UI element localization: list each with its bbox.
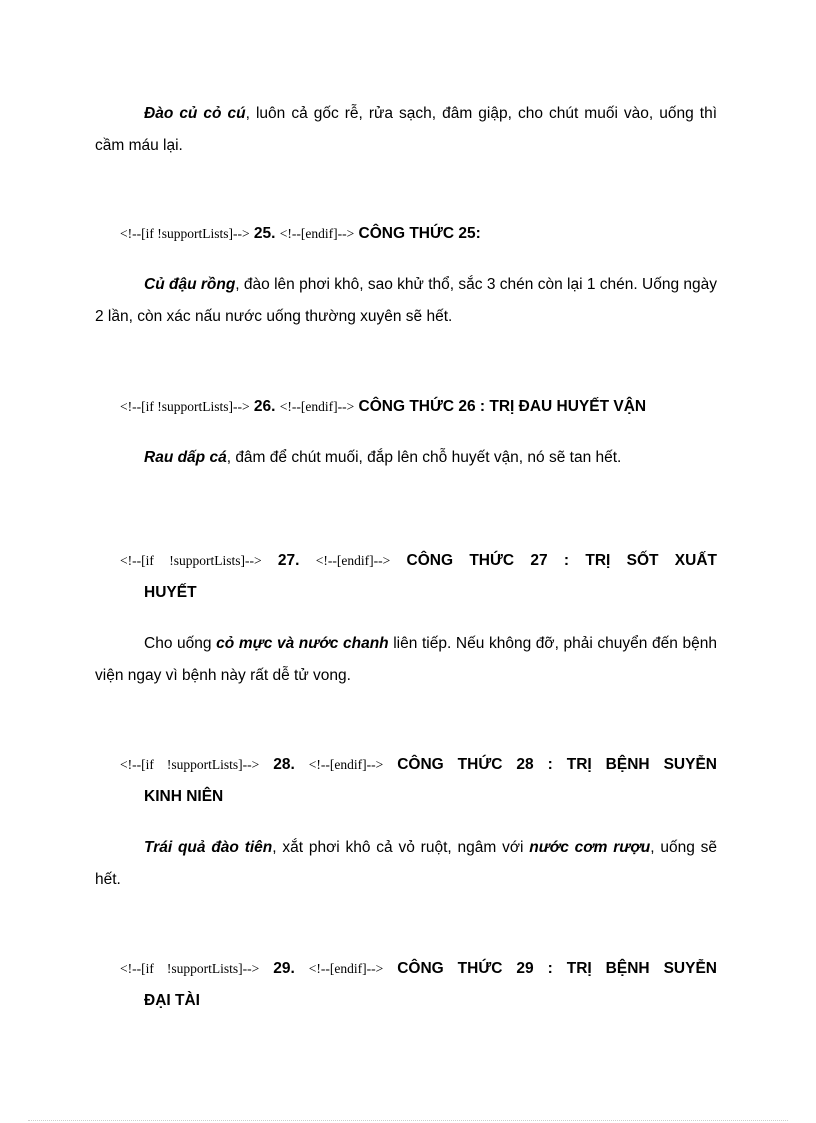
- remedy-name: cỏ mực và nước chanh: [216, 635, 389, 652]
- list-comment-open: <!--[if !supportLists]-->: [120, 399, 250, 414]
- list-comment-close: <!--[endif]-->: [308, 757, 384, 772]
- paragraph-text: , xắt phơi khô cả vỏ ruột, ngâm với: [272, 839, 530, 856]
- paragraph-formula-24: [95, 98, 717, 162]
- list-number: 26.: [253, 398, 276, 415]
- heading-title-continued: ĐẠI TÀI: [144, 992, 200, 1009]
- remedy-name: Rau dấp cá: [144, 449, 227, 466]
- list-comment-close: <!--[endif]-->: [279, 399, 355, 414]
- list-number: 25.: [253, 225, 276, 242]
- paragraph-text: Cho uống: [144, 635, 217, 652]
- remedy-ingredient: nước cơm rượu: [529, 839, 651, 856]
- list-comment-close: <!--[endif]-->: [279, 226, 355, 241]
- paragraph-text: , uống sẽ hết.: [95, 839, 717, 888]
- heading-title: CÔNG THỨC 28 : TRỊ BỆNH SUYỄN: [397, 756, 717, 773]
- paragraph-text: , đào lên phơi khô, sao khử thổ, sắc 3 chén còn lại 1 chén. Uống ngày 2 lần, còn xác nấu nước uống thường xuyên sẽ hết.: [95, 276, 717, 325]
- remedy-name: Trái quả đào tiên: [144, 839, 273, 856]
- paragraph-text: liên tiếp. Nếu không đỡ, phải chuyển đến bệnh viện ngay vì bệnh này rất dễ tử vong.: [95, 635, 717, 684]
- list-comment-open: <!--[if !supportLists]-->: [120, 757, 260, 772]
- list-comment-close: <!--[endif]-->: [315, 553, 391, 568]
- heading-formula-28: [120, 749, 717, 813]
- list-comment-open: <!--[if !supportLists]-->: [120, 961, 260, 976]
- heading-line: [120, 545, 717, 577]
- heading-title: CÔNG THỨC 29 : TRỊ BỆNH SUYỄN: [397, 960, 717, 977]
- heading-line: [120, 749, 717, 781]
- list-number: 28.: [273, 756, 295, 773]
- list-comment-open: <!--[if !supportLists]-->: [120, 553, 262, 568]
- heading-title: CÔNG THỨC 26 : TRỊ ĐAU HUYẾT VẬN: [358, 398, 647, 415]
- heading-formula-27: [120, 545, 717, 609]
- list-number: 29.: [273, 960, 295, 977]
- heading-line: [120, 953, 717, 985]
- paragraph-formula-28: [95, 832, 717, 896]
- list-comment-close: <!--[endif]-->: [308, 961, 384, 976]
- paragraph-formula-25: [95, 269, 717, 333]
- paragraph-text: , đâm để chút muối, đắp lên chỗ huyết vận, nó sẽ tan hết.: [226, 449, 622, 466]
- heading-formula-25: [120, 218, 717, 250]
- heading-title: CÔNG THỨC 27 : TRỊ SỐT XUẤT: [406, 552, 717, 569]
- heading-title-continued: KINH NIÊN: [144, 788, 224, 805]
- remedy-name: Đào củ cỏ cú: [144, 105, 246, 122]
- list-number: 27.: [277, 552, 300, 569]
- page-bottom-rule: [28, 1120, 788, 1121]
- remedy-name: Củ đậu rồng: [144, 276, 236, 293]
- paragraph-text: , luôn cả gốc rễ, rửa sạch, đâm giập, cho chút muối vào, uống thì cầm máu lại.: [95, 105, 717, 154]
- paragraph-formula-26: [95, 442, 717, 474]
- paragraph-formula-27: [95, 628, 717, 692]
- heading-title-continued: HUYẾT: [144, 584, 197, 601]
- heading-formula-26: [120, 391, 717, 423]
- list-comment-open: <!--[if !supportLists]-->: [120, 226, 250, 241]
- heading-title: CÔNG THỨC 25:: [358, 225, 481, 242]
- heading-formula-29: [120, 953, 717, 1017]
